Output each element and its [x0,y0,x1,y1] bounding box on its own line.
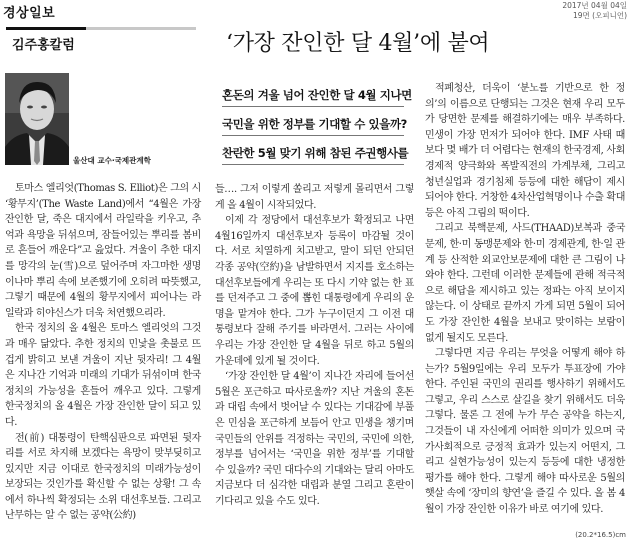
article-size-note: (20.2*16.5)cm [575,531,626,539]
header-rule-dark [6,27,86,30]
body-column-2 [215,182,414,509]
subheading: 찬란한 5월 맞기 위해 참된 주권행사를 [222,143,404,165]
paragraph: 전(前) 대통령이 탄핵심판으로 파면된 뒷자리를 서로 차지해 보겠다는 욕망이 맞부딪히고 있지만 지금 이대로 한국정치의 미래가능성이 보장되는 것인가를 확신할 수 없는 상황! 그 속에서 하나씩 확정되는 소위 대선후보들. 그리고 난무하는 알 수 없는 공약(公約) [5,432,201,522]
paragraph: 적폐청산, 더욱이 ‘분노를 기반으로 한 정의’의 이름으로 단행되는 그것은 현재 우리 모두가 당면한 문제를 해결하기에는 매우 부족하다. 민생이 가장 먼저가 되어야 한다. IMF 사태 때보다 몇 배가 더 어렵다는 현재의 한국경제, 사회경제적 양극화와 폭발직전의 가계부채, 그리고 청년실업과 경기침체 등등에 대한 해답이 제시되어야 한다. 거창한 4차산업혁명이나 수출 확대 등은 아직 그림의 떡이다. [425,83,625,219]
paragraph: 이제 각 정당에서 대선후보가 확정되고 나면 4월16일까지 대선후보자 등록이 마감될 것이다. 서로 치열하게 치고받고, 말이 되던 안되던 각종 공약(空約)을 남발하면서 지지를 호소하는 대선후보들에게 우리는 또 다시 기약 없는 한 표를 던져주고 그 중에 뽑힌 대통령에게 우리의 운명을 맡겨야 한다. 그가 누구이던지 그 이전 대통령보다 잘해 주기를 바라면서. 그러는 사이에 우리는 가장 잔인한 달 4월을 뒤로 하고 5월의 가운데에 있게 될 것이다. [215,215,414,367]
column-name: 김주홍칼럼 [12,38,75,53]
paragraph: 그리고 북핵문제, 사드(THAAD)보복과 중국문제, 한·미 동맹문제와 한·미 경제관계, 한·일 관계 등 산적한 외교안보문제에 대한 큰 그림이 나와야 한다. 그런데 이러한 문제들에 관해 적극적으로 해답을 제시하고 있는 정파는 아직 보이지 않는다. 이 상태로 끝까지 가게 되면 5월이 되어도 가장 잔인한 4월을 보내고 맞이하는 보람이 없게 될지도 모른다. [425,223,625,344]
subheading: 국민을 위한 정부를 기대할 수 있을까? [222,114,404,136]
paragraph: ‘가장 잔인한 달 4월’이 지나간 자리에 들어선 5월은 포근하고 따사로울까? 지난 겨울의 혼돈과 대립 속에서 벗어날 수 있다는 기대감에 부풀은 민심을 포근하게 보듬어 안고 민생을 챙기며 국민들의 안위를 걱정하는 국민의, 국민에 의한, 정부를 넘어서는 ‘국민을 위한 정부’를 기대할 수 있을까? 국민 대다수의 기대와는 달리 아마도 지금보다 더 심각한 대립과 분열 그리고 혼란이 기다리고 있을 수도 있다. [215,371,414,507]
author-portrait-icon [5,73,69,165]
header-rule-light [86,27,196,30]
paragraph: 토마스 엘리엇(Thomas S. Elliot)은 그의 시 ‘황무지’(The Waste Land)에서 “4월은 가장 잔인한 달, 죽은 대지에서 라일락을 키우고, 추억과 욕망을 뒤섞으며, 잠들어있는 뿌리를 봄비로 흔들어 깨운다”고 읊었다. 겨울이 추한 대지를 망각의 눈(雪)으로 덮어주며 자그마한 생명이나마 뿌리 속에 보존했기에 오히려 따뜻했고, 그렇기 때문에 4월의 황무지에서 피어나는 라일락과 히야신스가 더욱 처연했으리라. [5,183,201,319]
paragraph: 한국 정치의 올 4월은 토마스 엘리엇의 그것과 매우 닮았다. 추한 정치의 민낯을 촛불로 뜨겁게 밝히고 보낸 겨울이 지난 뒷자리! 그 4월은 지나간 기억과 미래의 기대가 뒤섞이며 한국 정치의 가능성을 흔들어 깨우고 있다. 그렇게 한국정치의 올 4월은 가장 잔인한 달이 되고 있다. [5,323,201,428]
paragraph: 들…. 그저 이렇게 쏠리고 저렇게 몰리면서 그렇게 올 4월이 시작되었다. [215,184,414,211]
page-section: 19면 (오피니언) [572,10,627,20]
body-column-1 [5,181,201,524]
body-column-3 [425,81,625,518]
subheadings [222,85,412,172]
subheading: 혼돈의 겨울 넘어 잔인한 달 4월 지나면 [222,85,404,107]
author-photo [5,73,69,165]
publication-meta [562,1,627,20]
author-byline: 울산대 교수·국제관계학 [73,156,151,165]
publication-date: 2017년 04월 04일 [562,1,627,10]
paragraph: 그렇다면 지금 우리는 무엇을 어떻게 해야 하는가? 5월9일에는 우리 모두가 투표장에 가야 한다. 주인된 국민의 권리를 행사하기 위해서도 그렇고, 우리 스스로 살길을 찾기 위해서도 더욱 그렇다. 물론 그 전에 누가 무슨 공약을 하는지, 그것들이 내 자신에게 어떠한 의미가 있으며 국가사회적으로 긍정적 효과가 있는지 어떤지, 그리고 실현가능성이 있는지 등등에 대한 냉정한 평가를 해야 한다. 그렇게 해야 따사로운 5월의 햇살 속에 ‘장미의 향연’을 즐길 수 있다. 올 봄 4월이 가장 잔인한 이유가 바로 여기에 있다. [425,348,625,516]
newspaper-masthead: 경상일보 [3,6,56,21]
article-headline: ‘가장 잔인한 달 4월’에 붙여 [226,31,490,56]
